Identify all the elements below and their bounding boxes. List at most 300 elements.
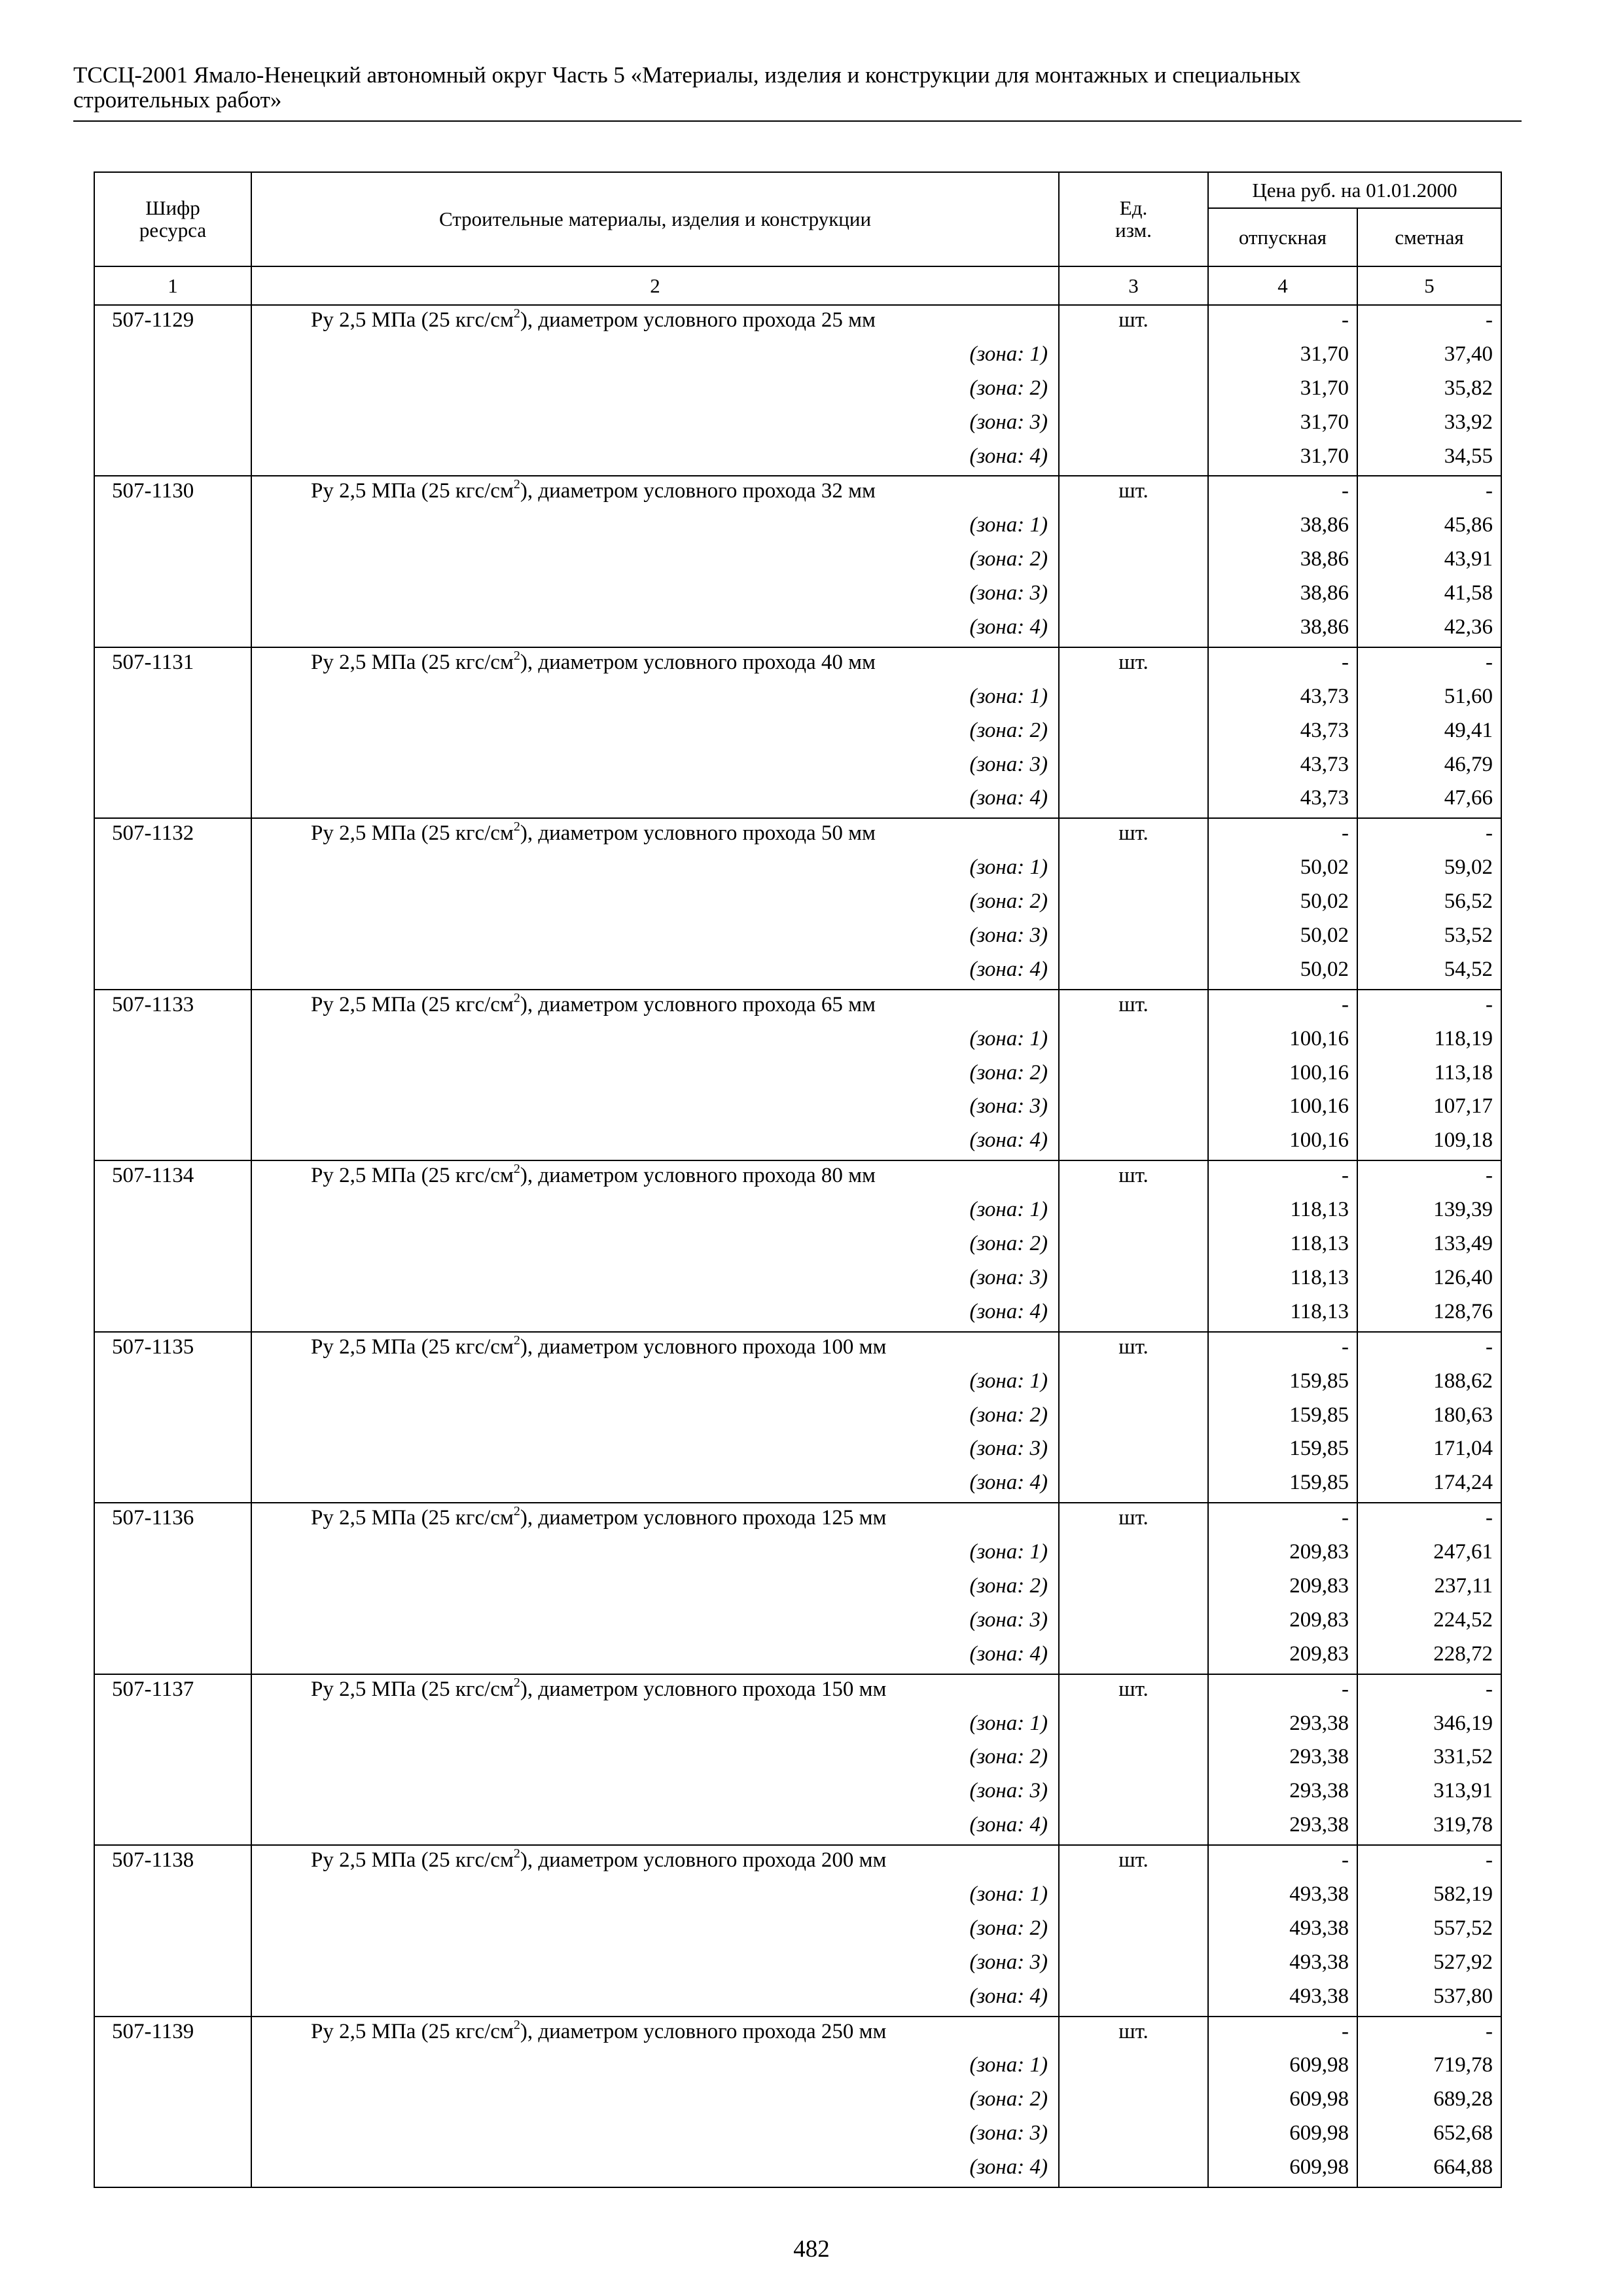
resource-code-empty [94,579,251,613]
table-row [94,1332,1501,1367]
price-estimate: 582,19 [1357,1880,1501,1914]
price-release: 493,38 [1208,1880,1357,1914]
unit-empty [1059,1982,1208,2017]
resource-code-empty [94,1742,251,1776]
column-number-4: 4 [1208,266,1357,305]
material-name [251,476,1059,511]
unit-empty [1059,545,1208,579]
material-name-suffix: ), диаметром условного прохода 200 мм [520,1848,887,1873]
material-name-superscript: 2 [513,1333,520,1348]
resource-code-empty [94,1092,251,1126]
resource-code-empty [94,1640,251,1674]
table-row [94,1674,1501,1709]
resource-code-empty [94,887,251,921]
price-release: 493,38 [1208,1982,1357,2017]
resource-code-empty [94,1982,251,2017]
price-estimate: 652,68 [1357,2119,1501,2153]
material-name [251,1332,1059,1367]
price-estimate: 109,18 [1357,1126,1501,1160]
unit-of-measure: шт. [1059,1674,1208,1709]
price-estimate: 719,78 [1357,2051,1501,2085]
price-estimate: 51,60 [1357,682,1501,716]
price-estimate: 54,52 [1357,955,1501,990]
zone-label: (зона: 2) [251,1742,1059,1776]
zone-row [94,682,1501,716]
material-name-prefix: Ру 2,5 МПа (25 кгс/см [311,479,514,503]
resource-code-empty [94,783,251,818]
price-release: 38,86 [1208,613,1357,647]
material-name-prefix: Ру 2,5 МПа (25 кгс/см [311,1848,514,1873]
price-release: 100,16 [1208,1024,1357,1058]
zone-row [94,1263,1501,1297]
column-header-price-estimate: сметная [1357,208,1501,266]
price-estimate: 43,91 [1357,545,1501,579]
price-estimate: 53,52 [1357,921,1501,955]
zone-label: (зона: 2) [251,545,1059,579]
resource-code-empty [94,1024,251,1058]
material-name [251,990,1059,1024]
unit-empty [1059,1367,1208,1401]
price-release: 293,38 [1208,1776,1357,1810]
resource-code-empty [94,1880,251,1914]
zone-row [94,1776,1501,1810]
unit-empty [1059,374,1208,408]
resource-code-empty [94,1401,251,1435]
unit-of-measure: шт. [1059,990,1208,1024]
price-estimate: - [1357,818,1501,853]
resource-code-empty [94,1297,251,1332]
price-release: 43,73 [1208,716,1357,750]
material-name-suffix: ), диаметром условного прохода 250 мм [520,2019,887,2043]
unit-empty [1059,1263,1208,1297]
resource-code-empty [94,1776,251,1810]
resource-code-empty [94,442,251,476]
unit-empty [1059,340,1208,374]
price-estimate: - [1357,476,1501,511]
unit-empty [1059,1914,1208,1948]
price-release: 293,38 [1208,1810,1357,1845]
material-name-superscript: 2 [513,1675,520,1690]
resource-code: 507-1131 [94,647,251,682]
zone-label: (зона: 3) [251,579,1059,613]
unit-empty [1059,1401,1208,1435]
resource-code-empty [94,374,251,408]
zone-row [94,1880,1501,1914]
resource-code-empty [94,545,251,579]
price-release: 38,86 [1208,511,1357,545]
zone-label: (зона: 3) [251,2119,1059,2153]
resource-code: 507-1137 [94,1674,251,1709]
price-estimate: 128,76 [1357,1297,1501,1332]
zone-label: (зона: 3) [251,1776,1059,1810]
zone-row [94,1468,1501,1503]
resource-code: 507-1138 [94,1845,251,1880]
unit-empty [1059,1058,1208,1092]
zone-label: (зона: 1) [251,853,1059,887]
price-estimate: 180,63 [1357,1401,1501,1435]
material-name-suffix: ), диаметром условного прохода 100 мм [520,1335,887,1359]
zone-row [94,2153,1501,2187]
resource-code-empty [94,1058,251,1092]
zone-label: (зона: 2) [251,1914,1059,1948]
price-release: 38,86 [1208,579,1357,613]
material-name-prefix: Ру 2,5 МПа (25 кгс/см [311,821,514,846]
price-release: 31,70 [1208,442,1357,476]
price-estimate: 247,61 [1357,1537,1501,1571]
header-divider [73,120,1522,122]
zone-row [94,1092,1501,1126]
price-estimate: - [1357,1332,1501,1367]
price-release: 293,38 [1208,1709,1357,1743]
material-name-superscript: 2 [513,1162,520,1177]
table-row [94,1845,1501,1880]
resource-code-empty [94,750,251,784]
zone-row [94,545,1501,579]
unit-empty [1059,1709,1208,1743]
price-release: 159,85 [1208,1434,1357,1468]
zone-label: (зона: 3) [251,1605,1059,1640]
zone-label: (зона: 3) [251,408,1059,442]
zone-row [94,955,1501,990]
price-estimate: 107,17 [1357,1092,1501,1126]
price-release: - [1208,1503,1357,1537]
price-release: 209,83 [1208,1571,1357,1605]
price-release: - [1208,305,1357,340]
price-release: 209,83 [1208,1640,1357,1674]
price-release: 118,13 [1208,1229,1357,1263]
price-release: 43,73 [1208,783,1357,818]
resource-code: 507-1139 [94,2017,251,2051]
price-release: - [1208,1674,1357,1709]
unit-of-measure: шт. [1059,1160,1208,1195]
resource-code: 507-1130 [94,476,251,511]
zone-label: (зона: 4) [251,955,1059,990]
price-release: 209,83 [1208,1605,1357,1640]
column-number-3: 3 [1059,266,1208,305]
zone-row [94,408,1501,442]
price-release: 38,86 [1208,545,1357,579]
price-estimate: 224,52 [1357,1605,1501,1640]
zone-row [94,1810,1501,1845]
material-name [251,305,1059,340]
zone-label: (зона: 4) [251,613,1059,647]
material-name-superscript: 2 [513,2017,520,2032]
unit-empty [1059,1297,1208,1332]
price-release: 31,70 [1208,340,1357,374]
resource-code-empty [94,1195,251,1229]
resource-code-empty [94,1126,251,1160]
unit-empty [1059,853,1208,887]
zone-row [94,1229,1501,1263]
price-estimate: 346,19 [1357,1709,1501,1743]
zone-row [94,1024,1501,1058]
unit-empty [1059,1092,1208,1126]
zone-label: (зона: 3) [251,1434,1059,1468]
price-estimate: 41,58 [1357,579,1501,613]
zone-row [94,750,1501,784]
resource-code-empty [94,2153,251,2187]
price-release: - [1208,1332,1357,1367]
price-release: 293,38 [1208,1742,1357,1776]
zone-row [94,1709,1501,1743]
material-name-suffix: ), диаметром условного прохода 40 мм [520,650,876,674]
price-estimate: - [1357,305,1501,340]
resource-code-empty [94,2119,251,2153]
price-estimate: 35,82 [1357,374,1501,408]
resource-code-empty [94,716,251,750]
material-name [251,1160,1059,1195]
price-estimate: - [1357,1160,1501,1195]
price-release: 31,70 [1208,374,1357,408]
price-estimate: 664,88 [1357,2153,1501,2187]
unit-empty [1059,1640,1208,1674]
price-release: 493,38 [1208,1914,1357,1948]
zone-row [94,579,1501,613]
zone-label: (зона: 4) [251,1468,1059,1503]
zone-label: (зона: 3) [251,921,1059,955]
resource-code-empty [94,1468,251,1503]
unit-empty [1059,1571,1208,1605]
zone-row [94,921,1501,955]
zone-label: (зона: 4) [251,1297,1059,1332]
material-name-suffix: ), диаметром условного прохода 80 мм [520,1164,876,1188]
price-release: 50,02 [1208,887,1357,921]
material-name [251,1503,1059,1537]
price-release: 118,13 [1208,1195,1357,1229]
zone-row [94,887,1501,921]
column-header-unit: Ед. изм. [1059,172,1208,266]
material-name [251,1674,1059,1709]
material-name-prefix: Ру 2,5 МПа (25 кгс/см [311,1506,514,1530]
unit-empty [1059,1948,1208,1982]
material-name-superscript: 2 [513,1846,520,1861]
zone-row [94,1058,1501,1092]
unit-of-measure: шт. [1059,1845,1208,1880]
price-release: 100,16 [1208,1126,1357,1160]
price-release: 100,16 [1208,1092,1357,1126]
material-name-prefix: Ру 2,5 МПа (25 кгс/см [311,308,514,332]
material-name-superscript: 2 [513,819,520,834]
material-name-suffix: ), диаметром условного прохода 150 мм [520,1677,887,1701]
price-estimate: 33,92 [1357,408,1501,442]
material-name-superscript: 2 [513,990,520,1005]
resource-code-empty [94,1367,251,1401]
zone-label: (зона: 1) [251,1880,1059,1914]
zone-row [94,1571,1501,1605]
column-header-price-release: отпускная [1208,208,1357,266]
zone-label: (зона: 4) [251,442,1059,476]
unit-empty [1059,1810,1208,1845]
price-estimate: 557,52 [1357,1914,1501,1948]
unit-empty [1059,1434,1208,1468]
zone-label: (зона: 1) [251,1709,1059,1743]
table-row [94,1503,1501,1537]
unit-empty [1059,511,1208,545]
zone-row [94,1537,1501,1571]
zone-label: (зона: 1) [251,511,1059,545]
zone-label: (зона: 4) [251,1982,1059,2017]
resource-code-empty [94,340,251,374]
resource-code-empty [94,408,251,442]
column-header-name: Строительные материалы, изделия и конструкции [251,172,1059,266]
zone-row [94,1982,1501,2017]
price-release: - [1208,990,1357,1024]
price-release: 609,98 [1208,2153,1357,2187]
price-release: - [1208,476,1357,511]
price-release: 493,38 [1208,1948,1357,1982]
unit-empty [1059,1126,1208,1160]
unit-empty [1059,955,1208,990]
resource-code-empty [94,511,251,545]
price-estimate: 689,28 [1357,2085,1501,2119]
table-row [94,476,1501,511]
material-name-prefix: Ру 2,5 МПа (25 кгс/см [311,992,514,1016]
resource-code-empty [94,1914,251,1948]
price-estimate: - [1357,647,1501,682]
unit-empty [1059,579,1208,613]
unit-empty [1059,613,1208,647]
price-estimate: 237,11 [1357,1571,1501,1605]
price-release: 100,16 [1208,1058,1357,1092]
zone-label: (зона: 4) [251,1640,1059,1674]
price-release: 50,02 [1208,853,1357,887]
price-release: - [1208,1160,1357,1195]
zone-label: (зона: 3) [251,1948,1059,1982]
unit-empty [1059,2153,1208,2187]
price-release: 609,98 [1208,2085,1357,2119]
unit-empty [1059,783,1208,818]
resource-code: 507-1129 [94,305,251,340]
material-name-superscript: 2 [513,477,520,492]
unit-of-measure: шт. [1059,1503,1208,1537]
price-release: 43,73 [1208,682,1357,716]
resource-code-empty [94,955,251,990]
page-header [73,63,1520,113]
column-number-5: 5 [1357,266,1501,305]
resource-code-empty [94,1537,251,1571]
material-name [251,2017,1059,2051]
column-number-1: 1 [94,266,251,305]
zone-label: (зона: 4) [251,783,1059,818]
zone-row [94,853,1501,887]
table-row [94,2017,1501,2051]
zone-label: (зона: 2) [251,887,1059,921]
unit-empty [1059,921,1208,955]
zone-row [94,2085,1501,2119]
zone-label: (зона: 4) [251,1126,1059,1160]
zone-row [94,511,1501,545]
price-release: 43,73 [1208,750,1357,784]
price-estimate: 46,79 [1357,750,1501,784]
resource-code-empty [94,2051,251,2085]
price-release: - [1208,647,1357,682]
price-release: 609,98 [1208,2119,1357,2153]
price-estimate: 56,52 [1357,887,1501,921]
material-name-superscript: 2 [513,1504,520,1519]
unit-empty [1059,442,1208,476]
zone-row [94,1195,1501,1229]
price-estimate: - [1357,990,1501,1024]
unit-empty [1059,1605,1208,1640]
zone-row [94,2119,1501,2153]
price-estimate: 171,04 [1357,1434,1501,1468]
material-name-superscript: 2 [513,648,520,663]
resource-code: 507-1135 [94,1332,251,1367]
price-release: 50,02 [1208,955,1357,990]
zone-label: (зона: 1) [251,682,1059,716]
zone-label: (зона: 3) [251,750,1059,784]
unit-of-measure: шт. [1059,2017,1208,2051]
unit-of-measure: шт. [1059,1332,1208,1367]
zone-label: (зона: 1) [251,2051,1059,2085]
zone-label: (зона: 1) [251,340,1059,374]
zone-label: (зона: 1) [251,1367,1059,1401]
resource-code: 507-1133 [94,990,251,1024]
unit-empty [1059,682,1208,716]
price-table [94,171,1502,2188]
price-estimate: - [1357,2017,1501,2051]
zone-row [94,1640,1501,1674]
unit-empty [1059,1229,1208,1263]
zone-label: (зона: 4) [251,2153,1059,2187]
zone-label: (зона: 3) [251,1263,1059,1297]
unit-empty [1059,2051,1208,2085]
unit-empty [1059,887,1208,921]
price-release: 118,13 [1208,1263,1357,1297]
zone-row [94,1914,1501,1948]
price-release: 209,83 [1208,1537,1357,1571]
zone-row [94,374,1501,408]
price-estimate: 59,02 [1357,853,1501,887]
zone-label: (зона: 1) [251,1024,1059,1058]
price-release: - [1208,818,1357,853]
zone-label: (зона: 2) [251,1058,1059,1092]
resource-code-empty [94,682,251,716]
price-estimate: 527,92 [1357,1948,1501,1982]
unit-empty [1059,1880,1208,1914]
unit-empty [1059,1195,1208,1229]
table-row [94,305,1501,340]
resource-code-empty [94,1605,251,1640]
zone-label: (зона: 2) [251,1401,1059,1435]
price-release: 50,02 [1208,921,1357,955]
resource-code-empty [94,1434,251,1468]
zone-label: (зона: 2) [251,1571,1059,1605]
zone-label: (зона: 2) [251,716,1059,750]
price-estimate: - [1357,1503,1501,1537]
zone-label: (зона: 2) [251,374,1059,408]
unit-empty [1059,750,1208,784]
zone-label: (зона: 4) [251,1810,1059,1845]
resource-code-empty [94,1810,251,1845]
price-estimate: 313,91 [1357,1776,1501,1810]
resource-code-empty [94,2085,251,2119]
zone-row [94,1297,1501,1332]
material-name-suffix: ), диаметром условного прохода 125 мм [520,1506,887,1530]
unit-empty [1059,2119,1208,2153]
material-name-prefix: Ру 2,5 МПа (25 кгс/см [311,2019,514,2043]
price-release: 159,85 [1208,1367,1357,1401]
price-release: 31,70 [1208,408,1357,442]
zone-row [94,2051,1501,2085]
price-estimate: - [1357,1845,1501,1880]
price-estimate: 319,78 [1357,1810,1501,1845]
resource-code-empty [94,921,251,955]
table-row [94,647,1501,682]
zone-row [94,1605,1501,1640]
zone-row [94,1401,1501,1435]
price-estimate: 126,40 [1357,1263,1501,1297]
